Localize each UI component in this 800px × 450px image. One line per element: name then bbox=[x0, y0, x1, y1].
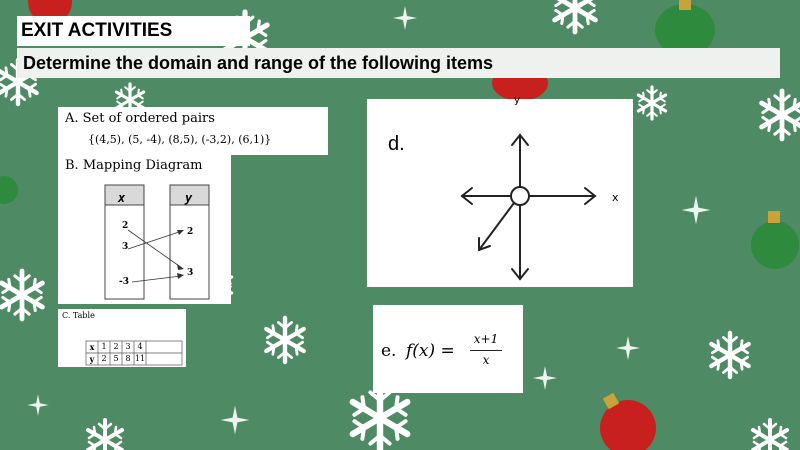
section-a-heading: A. Set of ordered pairs bbox=[65, 111, 215, 126]
relation-graph bbox=[367, 99, 633, 287]
table-cell: 2 bbox=[113, 342, 119, 351]
snowflake-icon bbox=[2, 271, 43, 319]
x-axis-label: x bbox=[612, 191, 619, 204]
page-title: EXIT ACTIVITIES bbox=[17, 16, 250, 46]
mapping-diagram bbox=[58, 155, 231, 304]
ornament-icon bbox=[0, 176, 18, 204]
snowflake-icon bbox=[353, 386, 407, 450]
domain-value: 3 bbox=[122, 242, 129, 252]
table-cell: 2 bbox=[101, 354, 107, 363]
fraction-numerator: x+1 bbox=[473, 332, 499, 346]
snowflake-icon bbox=[266, 318, 303, 362]
sparkle-icon bbox=[393, 6, 417, 30]
range-value: 3 bbox=[187, 268, 194, 278]
range-value: 2 bbox=[187, 227, 194, 237]
sparkle-icon bbox=[682, 196, 711, 225]
table-row-label: y bbox=[89, 354, 95, 364]
table-cell: 1 bbox=[101, 342, 107, 351]
section-b-heading: B. Mapping Diagram bbox=[65, 158, 203, 173]
fraction-bar bbox=[470, 350, 502, 351]
snowflake-icon bbox=[762, 91, 800, 139]
snowflake-icon bbox=[753, 420, 787, 450]
sparkle-icon bbox=[221, 406, 250, 435]
ordered-pairs-set: {(4,5), (5, -4), (8,5), (-3,2), (6,1)} bbox=[88, 133, 272, 146]
snowflake-icon bbox=[638, 87, 665, 119]
y-axis-label: y bbox=[514, 95, 520, 106]
instruction-banner: Determine the domain and range of the following items bbox=[17, 48, 780, 78]
snowflake-icon bbox=[555, 0, 596, 32]
sparkle-icon bbox=[27, 394, 49, 416]
section-c-heading: C. Table bbox=[62, 311, 95, 320]
table-row-label: x bbox=[89, 342, 95, 352]
section-d-label: d. bbox=[388, 133, 405, 155]
section-a-card bbox=[58, 107, 328, 155]
section-e-card bbox=[373, 305, 523, 393]
domain-header: x bbox=[118, 191, 126, 205]
diagonal-arrow-line bbox=[479, 203, 514, 250]
domain-value: 2 bbox=[122, 221, 129, 231]
table-cell: 5 bbox=[113, 354, 119, 363]
snowflake-icon bbox=[88, 420, 122, 450]
table-cell: 8 bbox=[125, 354, 131, 363]
table-cell: 4 bbox=[137, 342, 143, 351]
ornament-icon bbox=[600, 393, 656, 450]
range-header: y bbox=[185, 191, 193, 205]
sparkle-icon bbox=[533, 366, 557, 390]
table-cell: 3 bbox=[125, 342, 131, 351]
section-e-label: e. bbox=[381, 341, 397, 361]
function-lhs: f(x) = bbox=[406, 341, 455, 361]
table-cell: 11 bbox=[134, 354, 146, 363]
fraction-denominator: x bbox=[482, 353, 490, 367]
sparkle-icon bbox=[616, 336, 640, 360]
section-d-card bbox=[367, 95, 633, 287]
ornament-icon bbox=[751, 211, 799, 269]
open-circle bbox=[511, 187, 529, 205]
section-b-card bbox=[58, 155, 231, 304]
domain-value: -3 bbox=[119, 277, 129, 287]
snowflake-icon bbox=[711, 333, 748, 377]
section-c-card bbox=[58, 309, 186, 367]
